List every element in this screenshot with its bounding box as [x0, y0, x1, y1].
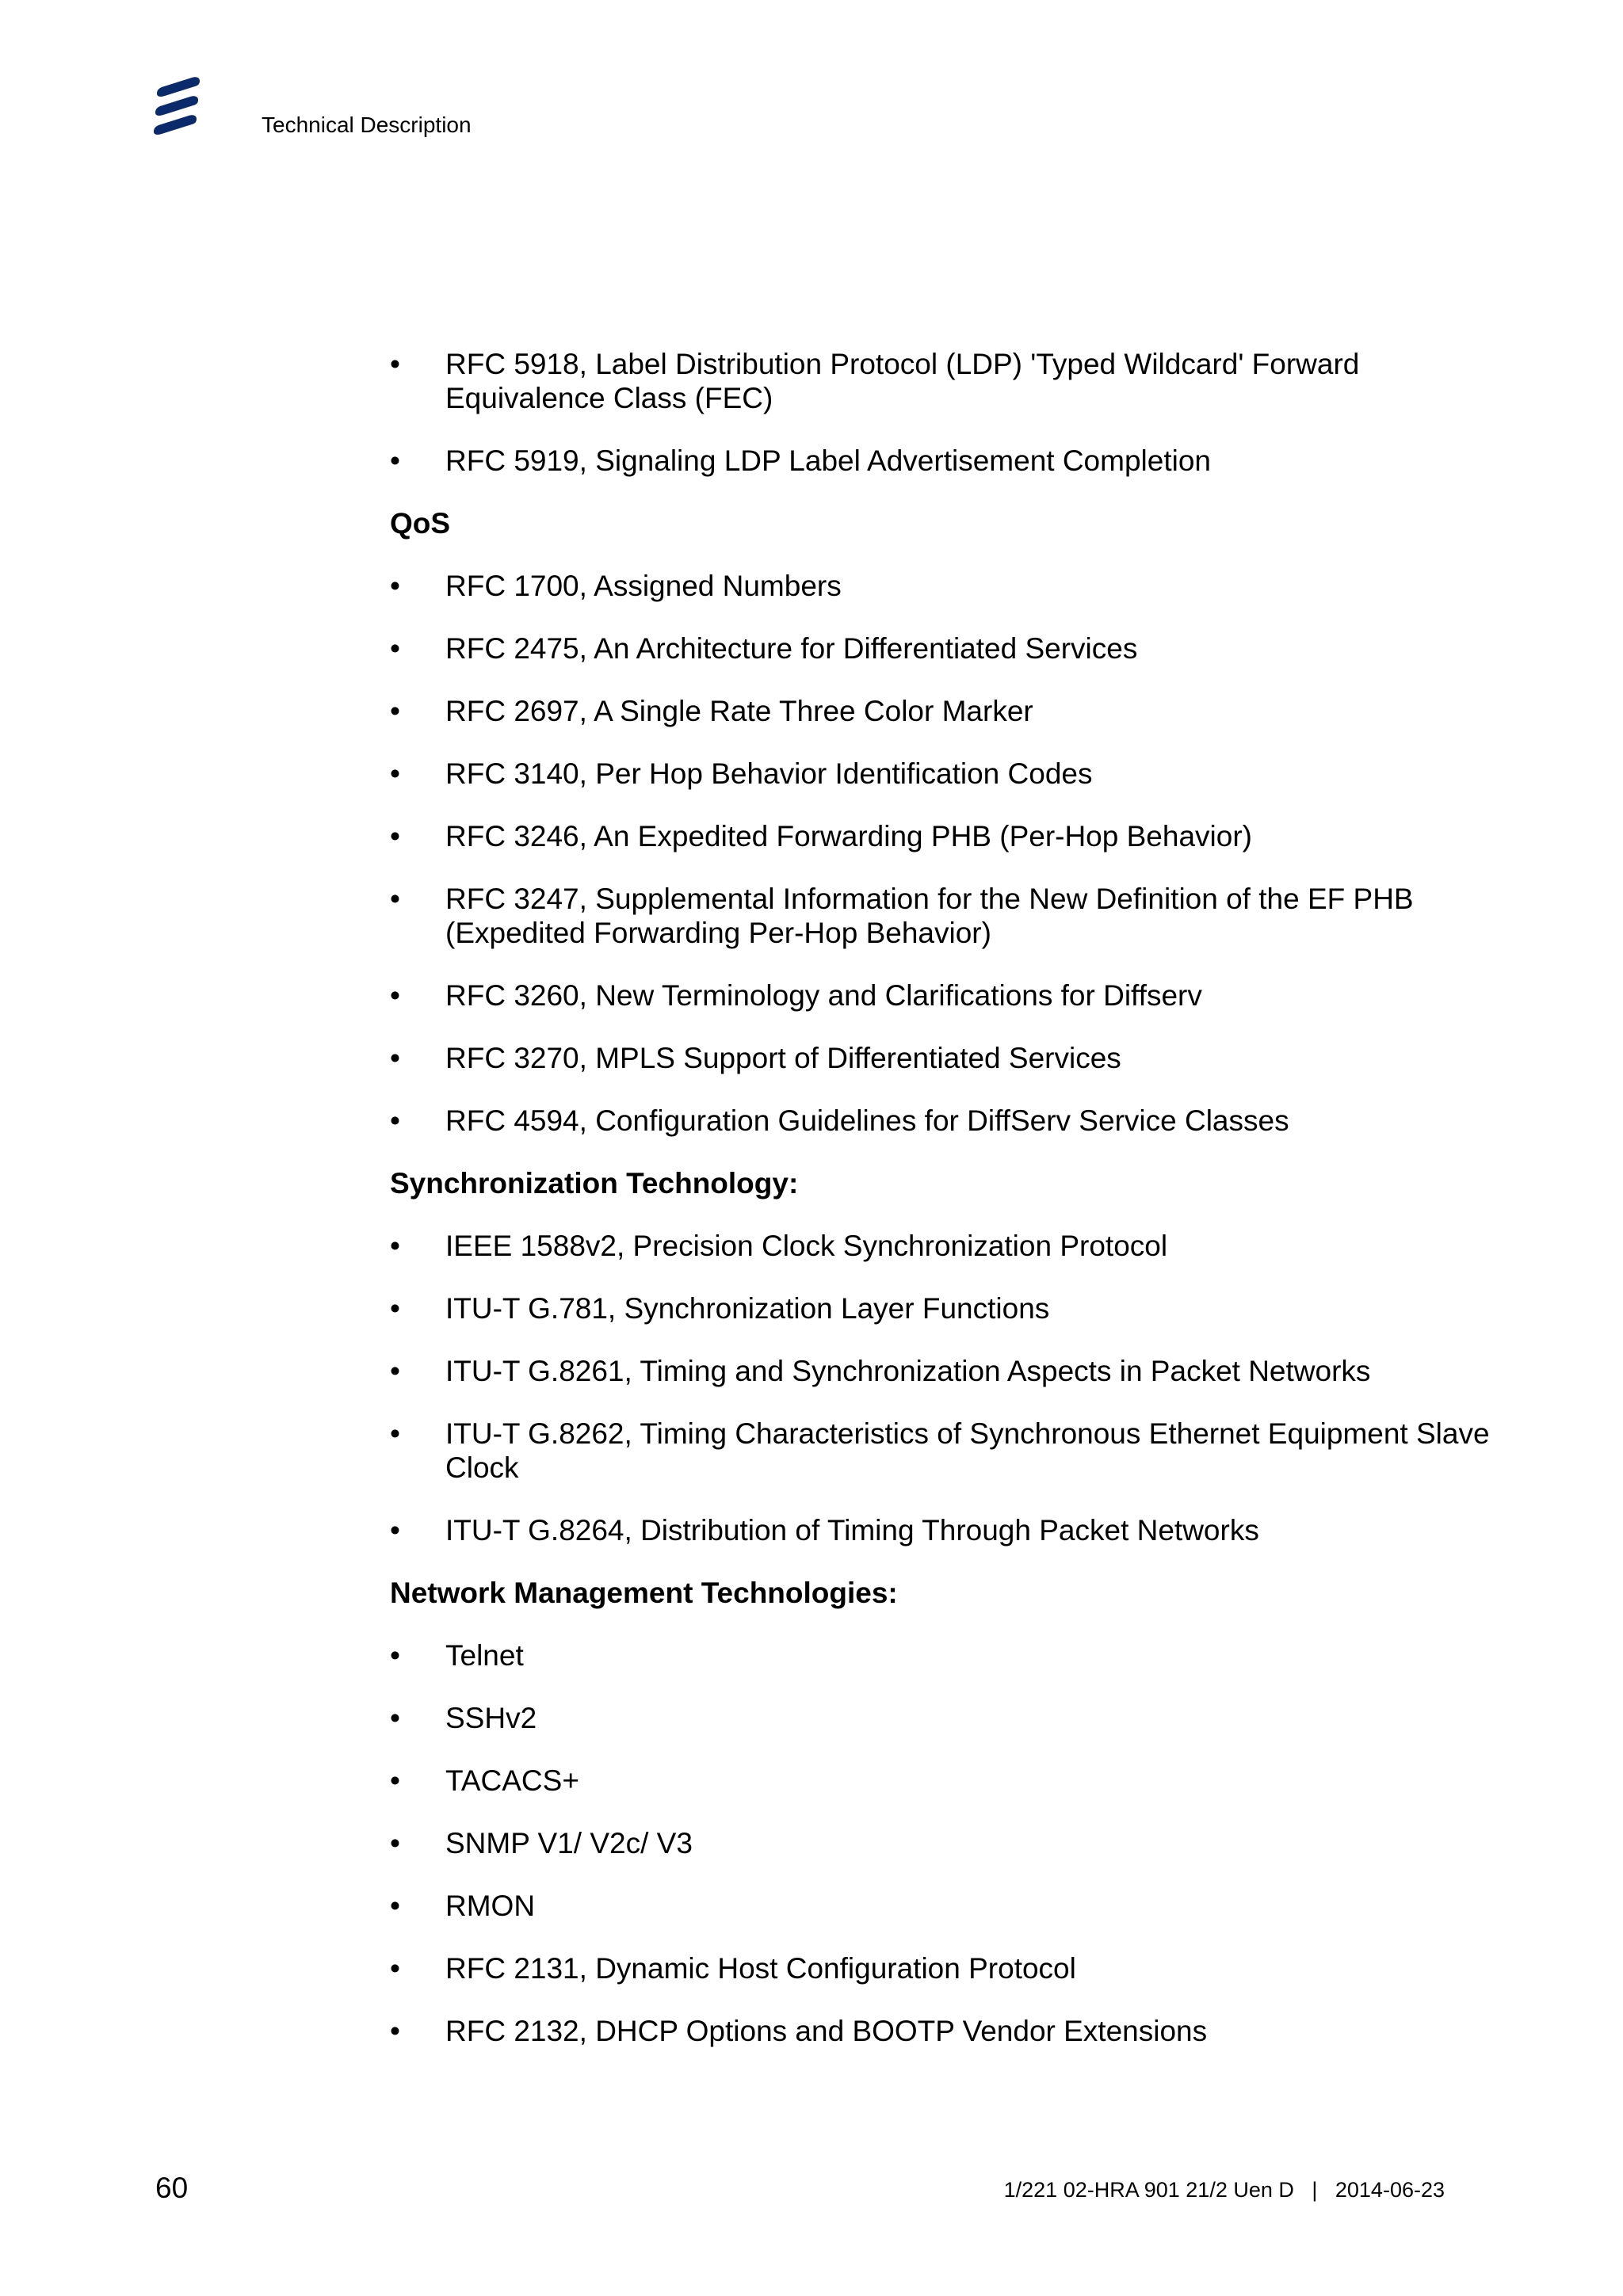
list-item-text: RFC 1700, Assigned Numbers [445, 570, 842, 602]
list-item [390, 347, 1531, 415]
list-item-text: RFC 4594, Configuration Guidelines for DiffServ Service Classes [445, 1104, 1289, 1137]
list-item [390, 1354, 1531, 1388]
section-synchronization [390, 1166, 1531, 1547]
list-item-text: ITU-T G.8261, Timing and Synchronization Aspects in Packet Networks [445, 1355, 1371, 1387]
bullet: • [390, 348, 400, 380]
list-item-text: SSHv2 [445, 1702, 537, 1734]
section-heading: Network Management Technologies: [390, 1577, 898, 1609]
list-item-text: RFC 3260, New Terminology and Clarifications for Diffserv [445, 979, 1202, 1012]
list-item-text: RMON [445, 1890, 536, 1922]
list-item-text: RFC 2131, Dynamic Host Configuration Protocol [445, 1952, 1076, 1985]
list-item-text: RFC 5918, Label Distribution Protocol (LDP) 'Typed Wildcard' Forward Equivalence Class (FEC) [445, 348, 1360, 414]
list-item [390, 757, 1531, 791]
section-ldp [390, 347, 1531, 478]
bullet: • [390, 1702, 400, 1734]
list-item [390, 2014, 1531, 2048]
page-number: 60 [155, 2172, 189, 2204]
list-item-text: RFC 2132, DHCP Options and BOOTP Vendor Extensions [445, 2015, 1208, 2047]
list-item-text: ITU-T G.8262, Timing Characteristics of Synchronous Ethernet Equipment Slave Clock [445, 1417, 1490, 1484]
bullet: • [390, 1639, 400, 1672]
list-item [390, 978, 1531, 1013]
list-item [390, 1889, 1531, 1923]
list-item-text: SNMP V1/ V2c/ V3 [445, 1827, 693, 1859]
bullet: • [390, 883, 400, 915]
list-item [390, 882, 1531, 950]
list-item-text: RFC 2475, An Architecture for Differentiated Services [445, 632, 1138, 665]
bullet: • [390, 570, 400, 602]
bullet: • [390, 632, 400, 665]
header-title: Technical Description [262, 113, 472, 137]
list-item-text: IEEE 1588v2, Precision Clock Synchronization Protocol [445, 1230, 1168, 1262]
bullet: • [390, 2015, 400, 2047]
list-item [390, 1513, 1531, 1547]
list-item [390, 1826, 1531, 1860]
list-item-text: RFC 3140, Per Hop Behavior Identification Codes [445, 757, 1093, 790]
bullet: • [390, 1104, 400, 1137]
list-item-text: RFC 3246, An Expedited Forwarding PHB (Per-Hop Behavior) [445, 820, 1252, 852]
bullet: • [390, 1230, 400, 1262]
document-reference: 1/221 02-HRA 901 21/2 Uen D | 2014-06-23 [1003, 2178, 1445, 2202]
list-item [390, 1638, 1531, 1672]
bullet: • [390, 1417, 400, 1450]
bullet: • [390, 820, 400, 852]
list-item [390, 1041, 1531, 1075]
list-item-text: RFC 3270, MPLS Support of Differentiated Services [445, 1042, 1121, 1074]
list-item [390, 694, 1531, 728]
bullet: • [390, 1514, 400, 1547]
document-body [390, 347, 1531, 2077]
list-item [390, 1701, 1531, 1735]
list-item [390, 631, 1531, 666]
list-item-text: ITU-T G.8264, Distribution of Timing Through Packet Networks [445, 1514, 1259, 1547]
list-item-text: RFC 2697, A Single Rate Three Color Marker [445, 695, 1033, 727]
bullet: • [390, 1355, 400, 1387]
section-heading: QoS [390, 507, 451, 540]
bullet: • [390, 695, 400, 727]
section-network-management [390, 1576, 1531, 2048]
list-item [390, 569, 1531, 603]
list-item [390, 1764, 1531, 1798]
list-item [390, 1104, 1531, 1138]
bullet: • [390, 1827, 400, 1859]
list-item-text: Telnet [445, 1639, 524, 1672]
list-item-text: RFC 3247, Supplemental Information for the New Definition of the EF PHB (Expedited Forwarding Per-Hop Behavior) [445, 883, 1414, 949]
bullet: • [390, 1952, 400, 1985]
list-item [390, 444, 1531, 478]
section-heading: Synchronization Technology: [390, 1167, 799, 1199]
list-item-text: TACACS+ [445, 1764, 579, 1797]
list-item [390, 819, 1531, 853]
bullet: • [390, 757, 400, 790]
list-item-text: RFC 5919, Signaling LDP Label Advertisement Completion [445, 444, 1211, 477]
bullet: • [390, 1764, 400, 1797]
list-item [390, 1229, 1531, 1263]
ericsson-logo-icon [154, 76, 201, 135]
bullet: • [390, 1042, 400, 1074]
list-item [390, 1417, 1531, 1485]
section-qos [390, 506, 1531, 1138]
list-item [390, 1951, 1531, 1985]
list-item-text: ITU-T G.781, Synchronization Layer Functions [445, 1292, 1050, 1325]
bullet: • [390, 1890, 400, 1922]
bullet: • [390, 444, 400, 477]
bullet: • [390, 1292, 400, 1325]
list-item [390, 1291, 1531, 1325]
bullet: • [390, 979, 400, 1012]
